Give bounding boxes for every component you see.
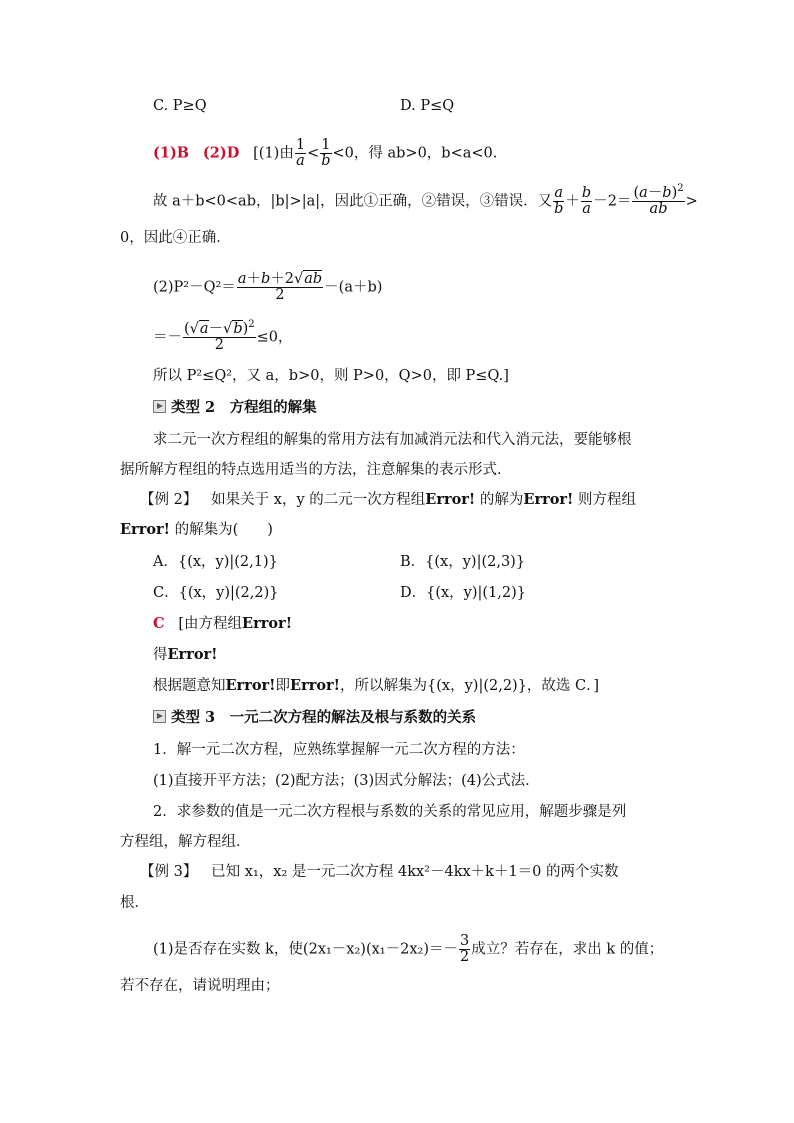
section-3-heading: 类型 3 一元二次方程的解法及根与系数的关系 [153, 708, 476, 728]
fraction-b-over-a: $\frac{b}{a}$ [581, 185, 592, 217]
fraction-3-over-2: $\frac{3}{2}$ [459, 933, 470, 965]
option-a: A．{(x，y)|(2,1)} [153, 554, 278, 570]
fraction-sum-sqrt: $\frac{a+b+2√ab}{2}$ [237, 271, 323, 303]
option-b: B．{(x，y)|(2,3)} [400, 554, 526, 570]
section-3-para-4: 方程组，解方程组． [120, 834, 251, 850]
solution-line-6: 所以 P²≤Q²，又 a，b>0，则 P>0，Q>0，即 P≤Q.] [153, 368, 509, 384]
fraction-1-over-b: $\frac{1}{b}$ [321, 137, 331, 169]
answer-1: (1)B [153, 144, 190, 162]
example-3-question-1: 【例 3】 已知 x₁，x₂ 是一元二次方程 4kx²－4kx＋k＋1＝0 的两个实数 [140, 864, 619, 880]
example-3-question-2: 根． [120, 895, 149, 911]
option-d: D．{(x，y)|(1,2)} [400, 585, 527, 601]
option-d: D. P≤Q [400, 98, 455, 114]
section-3-para-2: (1)直接开平方法；(2)配方法；(3)因式分解法；(4)公式法． [153, 773, 540, 789]
section-3-para-3: 2．求参数的值是一元二次方程根与系数的关系的常见应用，解题步骤是列 [153, 804, 627, 820]
fraction-1-over-a: $\frac{1}{a}$ [295, 137, 306, 169]
solution-line-3: 0，因此④正确． [120, 230, 231, 246]
solution-line-1: (1)B (2)D [(1)由 $\frac{1}{a}$ < $\frac{1}{b}$ <0，得 ab>0，b<a<0. [153, 137, 498, 169]
fraction-a-over-b: $\frac{a}{b}$ [554, 185, 564, 217]
solution-line-4: (2)P²－Q²＝ $\frac{a+b+2√ab}{2}$ －(a＋b) [153, 271, 383, 303]
fraction-sqrt-diff: $\frac{(√a-√b)^2}{2}$ [184, 319, 255, 353]
option-c: C. P≥Q [153, 98, 207, 114]
answer-letter: C [153, 615, 165, 632]
example-2-question-2: Error! 的解集为( ) [120, 521, 273, 538]
solution-line-2: 故 a＋b<0<ab，|b|>|a|，因此①正确，②错误，③错误．又 $\frac{a}{b}$ ＋ $\frac{b}{a}$ －2＝ $\frac{(a-b)^2}{ab}$ > [153, 183, 698, 217]
example-2-solution-3: 根据题意知Error!即Error!，所以解集为{(x，y)|(2,2)}，故选 C．] [153, 677, 600, 694]
example-2-solution-1: C [由方程组Error! [153, 615, 293, 632]
section-3-para-1: 1．解一元二次方程，应熟练掌握解一元二次方程的方法： [153, 742, 525, 758]
example-2-label: 【例 2】 [140, 492, 198, 508]
section-2-para-1: 求二元一次方程组的解集的常用方法有加减消元法和代入消元法，要能够根 [153, 432, 632, 448]
section-2-para-2: 据所解方程组的特点选用适当的方法，注意解集的表示形式． [120, 462, 512, 478]
example-3-question-3: (1)是否存在实数 k，使(2x₁－x₂)(x₁－2x₂)＝－ $\frac{3}{2}$ 成立？若存在，求出 k 的值； [153, 933, 664, 965]
example-3-label: 【例 3】 [140, 864, 198, 880]
example-2-question-1: 【例 2】 如果关于 x，y 的二元一次方程组Error! 的解为Error! 则方程组 [140, 491, 637, 508]
section-2-heading: 类型 2 方程组的解集 [153, 398, 317, 418]
play-triangle-icon [153, 710, 166, 723]
option-c: C．{(x，y)|(2,2)} [153, 585, 279, 601]
example-3-question-4: 若不存在，请说明理由； [120, 978, 280, 994]
answer-2: (2)D [202, 144, 240, 162]
solution-text: [(1)由 [253, 145, 294, 162]
play-triangle-icon [153, 400, 166, 413]
fraction-square-over-ab: $\frac{(a-b)^2}{ab}$ [633, 183, 684, 217]
solution-line-5: ＝－ $\frac{(√a-√b)^2}{2}$ ≤0， [153, 319, 293, 353]
example-2-solution-2: 得Error! [153, 646, 218, 663]
